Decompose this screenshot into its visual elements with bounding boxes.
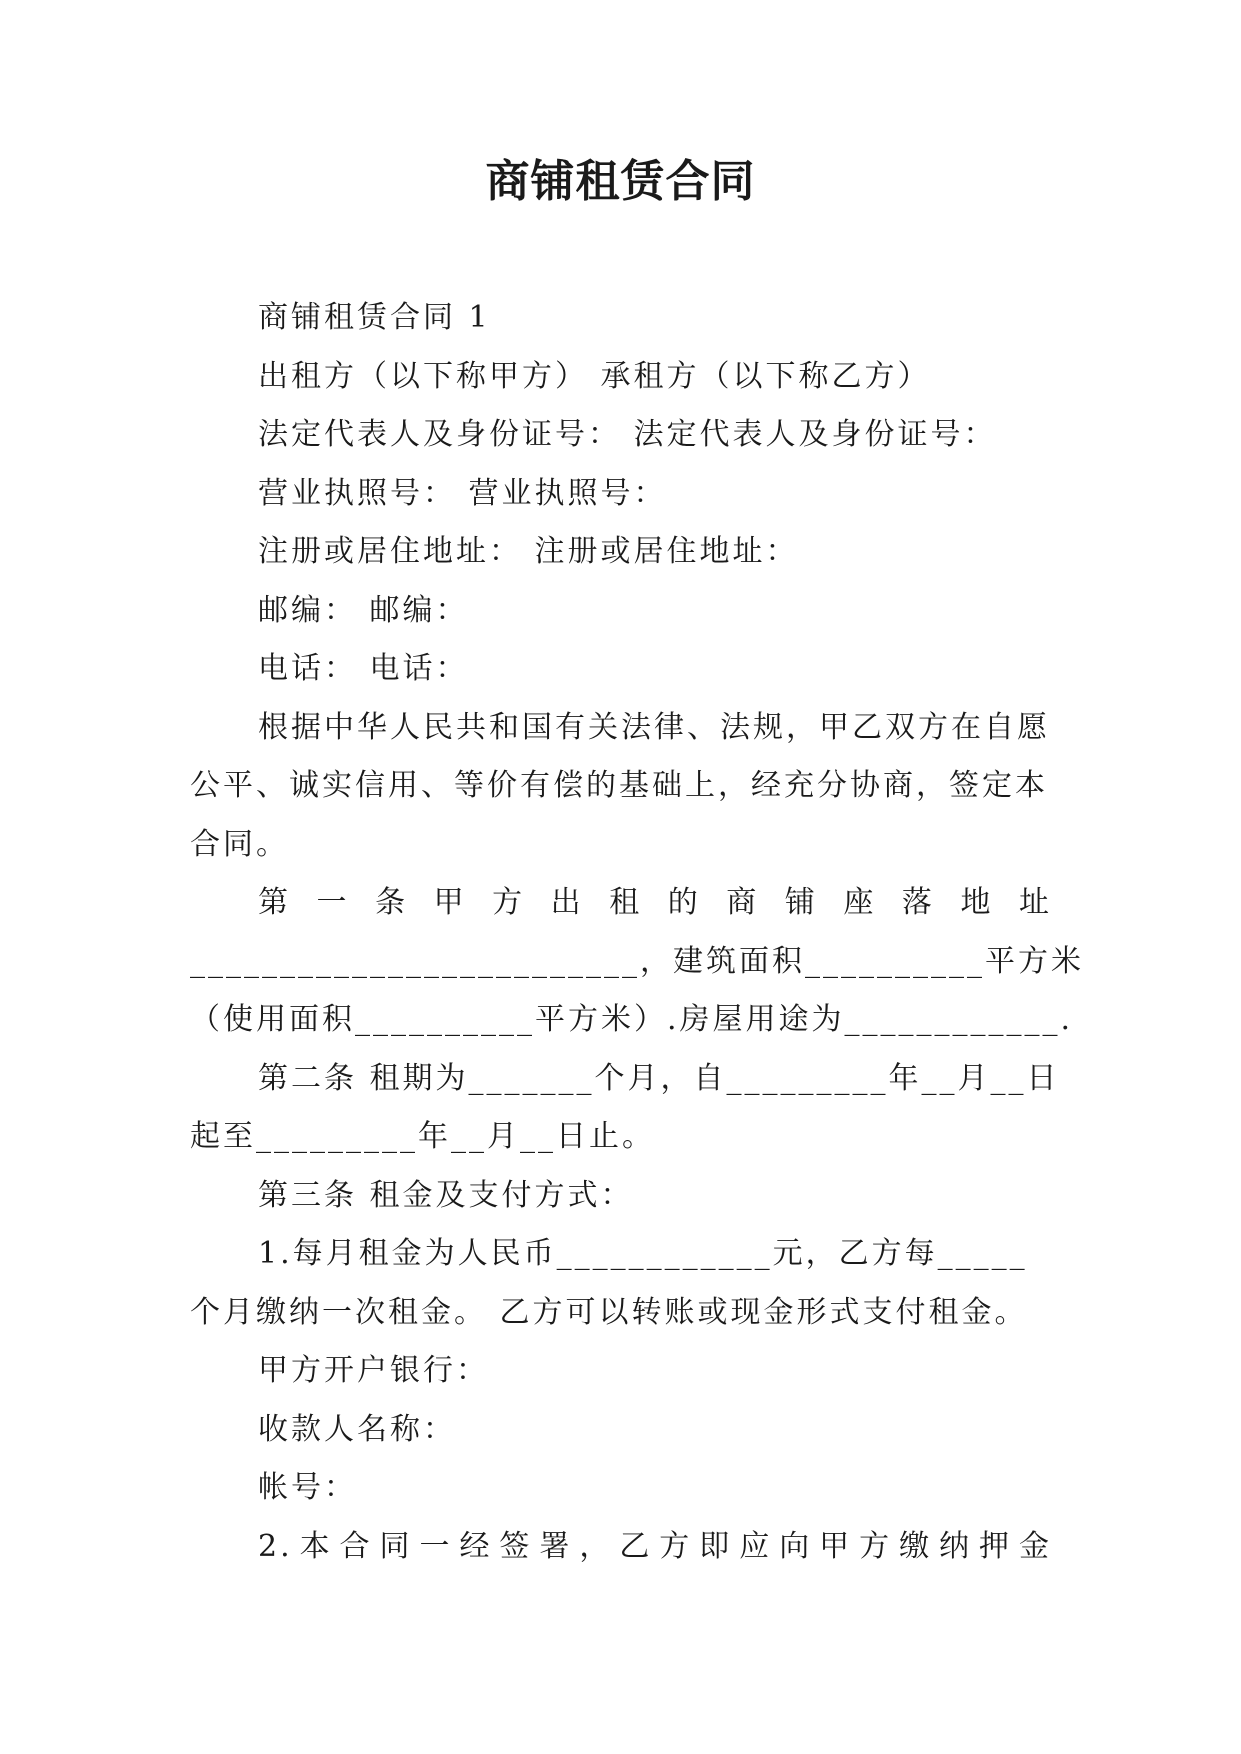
legal-representative-line: 法定代表人及身份证号： 法定代表人及身份证号： bbox=[258, 417, 997, 452]
parties-line: 出租方（以下称甲方） 承租方（以下称乙方） bbox=[258, 358, 931, 394]
address-line: 注册或居住地址： 注册或居住地址： bbox=[258, 534, 799, 569]
business-license-line: 营业执照号： 营业执照号： bbox=[258, 475, 667, 511]
article-1-heading-line: 第 一 条 甲 方 出 租 的 商 铺 座 落 地 址 bbox=[258, 885, 1052, 920]
article-2-end-line: 起至_________年__月__日止。 bbox=[190, 1119, 655, 1154]
payee-name-line: 收款人名称： bbox=[258, 1411, 456, 1447]
account-number-line: 帐号： bbox=[258, 1470, 357, 1505]
article-2-term-line: 第二条 租期为_______个月，自_________年__月__日 bbox=[258, 1060, 1060, 1096]
preamble-paragraph: 根据中华人民共和国有关法律、法规，甲乙双方在自愿公平、诚实信用、等价有偿的基础上，经充分协商，签定本合同。 bbox=[190, 709, 1050, 862]
contract-number-line: 商铺租赁合同 1 bbox=[258, 300, 491, 335]
article-1-area-line: _________________________，建筑面积__________平方米 bbox=[190, 943, 1084, 979]
postcode-line: 邮编： 邮编： bbox=[258, 592, 469, 628]
article-3-heading: 第三条 租金及支付方式： bbox=[258, 1177, 634, 1213]
phone-line: 电话： 电话： bbox=[258, 651, 469, 686]
document-body bbox=[190, 289, 1084, 1576]
document-title: 商铺租赁合同 bbox=[485, 156, 756, 207]
article-1-usage-line: （使用面积__________平方米）.房屋用途为____________. bbox=[190, 1002, 1074, 1037]
bank-line: 甲方开户银行： bbox=[258, 1353, 489, 1388]
rent-payment-paragraph: 1.每月租金为人民币____________元，乙方每_____个月缴纳一次租金。 乙方可以转账或现金形式支付租金。 bbox=[190, 1236, 1028, 1330]
deposit-line: 2.本合同一经签署，乙方即应向甲方缴纳押金 bbox=[258, 1528, 1052, 1564]
